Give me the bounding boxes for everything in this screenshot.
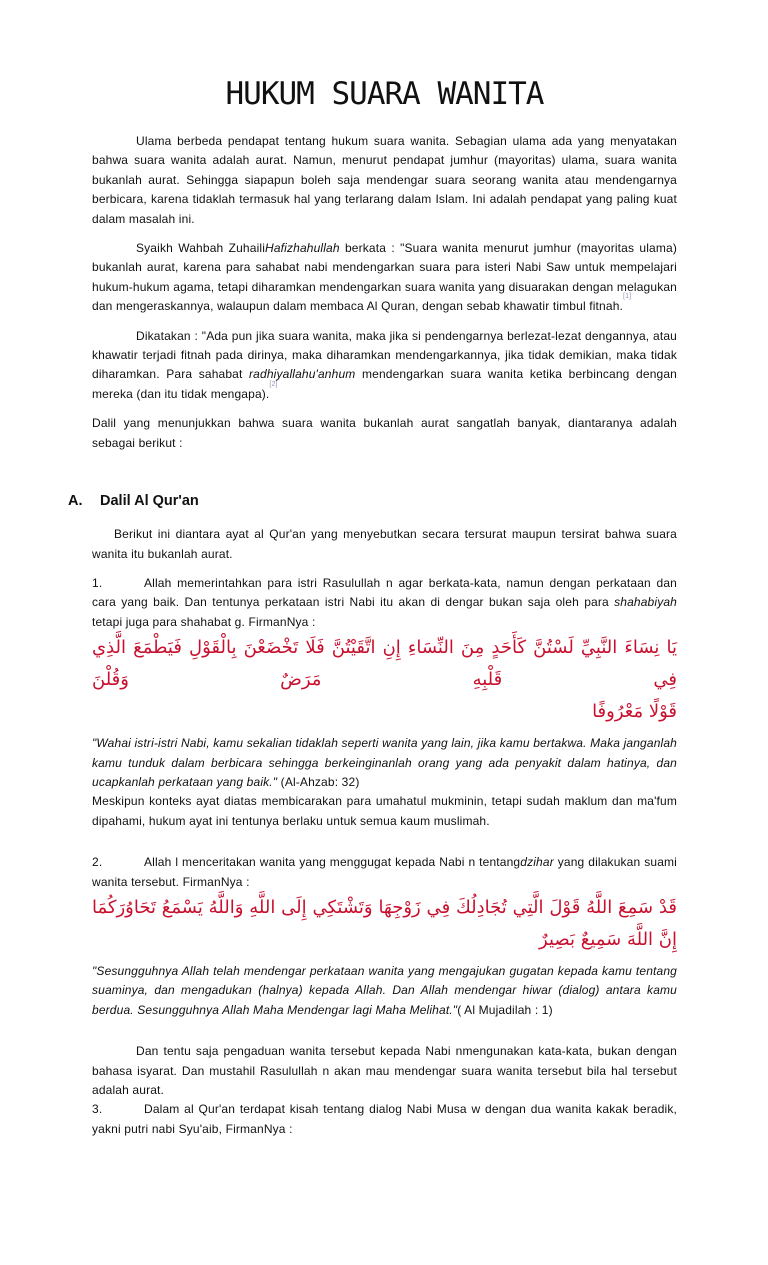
honorific: Hafizhahullah [265, 241, 340, 256]
text: yang dilakukan suami wanita tersebut. FirmanNya : [92, 855, 677, 889]
list-item-2 [92, 853, 677, 892]
text: Allah memerintahkan para istri Rasulullah n agar berkata-kata, namun dengan perkataan dan cara yang baik. Dan tentunya perkataan istri Nabi itu akan di dengar bukan saja oleh para [92, 575, 677, 610]
translation-text: "Sesungguhnya Allah telah mendengar perkataan wanita yang mengajukan gugatan kepada kamu tentang suaminya, dan mengadukan (halnya) kepada Allah. Dan Allah mendengar hiwar (dialog) antara kamu berdua. Sesungguhnya Allah Maha Mendengar lagi Maha Melihat." [92, 963, 677, 1017]
footnote-link-2[interactable]: [2] [269, 380, 278, 388]
section-heading [68, 491, 677, 511]
text: Dikatakan : "Ada pun jika suara wanita, maka jika si pendengarnya berlezat-lezat dengannya, atau khawatir terjadi fitnah pada dirinya, maka diharamkan mendengarkannya, jika tidak demikian, maka tidak diharamkan. Para sahabat [92, 328, 677, 382]
document-title: HUKUM SUARA WANITA [225, 76, 544, 112]
paragraph-dikatakan [92, 327, 677, 405]
paragraph-intro: Ulama berbeda pendapat tentang hukum suara wanita. Sebagian ulama ada yang menyatakan bahwa suara wanita adalah aurat. Namun, menurut pendapat jumhur (mayoritas) ulama, suara wanita bukanlah aurat. Sehingga siapapun boleh saja mendengar suara seorang wanita atau mendengarnya berbicara, karena tidaklah termasuk hal yang terlarang dalam Islam. Ini adalah pendapat yang paling kuat dalam masalah ini. [92, 134, 677, 226]
arabic-verse-ahzab-line2: قَوْلًا مَعْرُوفًا [592, 701, 677, 723]
text: tetapi juga para shahabat g. FirmanNya : [92, 614, 316, 629]
term: shahabiyah [614, 595, 677, 610]
translation-mujadilah [92, 962, 677, 1020]
arabic-verse-mujadilah: قَدْ سَمِعَ اللَّهُ قَوْلَ الَّتِي تُجَادِلُكَ فِي زَوْجِهَا وَتَشْتَكِي إِلَى اللَّهِ وَاللَّهُ يَسْمَعُ تَحَاوُرَكُمَا إِنَّ اللَّهَ سَمِيعٌ بَصِيرٌ [92, 896, 677, 950]
section-number: A. [68, 493, 83, 510]
honorific: radhiyallahu'anhum [249, 367, 356, 382]
item-number: 2. [92, 855, 103, 870]
paragraph-dalil: Dalil yang menunjukkan bahwa suara wanita bukanlah aurat sangatlah banyak, diantaranya adalah sebagai berikut : [92, 416, 677, 450]
text: mendengarkan suara wanita ketika berbincang dengan mereka (dan itu tidak mengapa). [92, 367, 677, 401]
item-number: 1. [92, 575, 103, 590]
section-intro: Berikut ini diantara ayat al Qur'an yang menyebutkan secara tersurat maupun tersirat bahwa suara wanita itu bukanlah aurat. [92, 527, 677, 561]
list-item-3 [92, 1100, 677, 1139]
text: berkata : "Suara wanita menurut jumhur (mayoritas ulama) bukanlah aurat, karena para sahabat nabi mendengarkan suara para isteri Nabi Saw untuk mempelajari hukum-hukum agama, tetapi diharamkan mendengarkan suara wanita yang disuarakan dengan melagukan dan mengeraskannya, walaupun dalam membaca Al Quran, dengan sebab khawatir timbul fitnah. [92, 241, 677, 314]
arabic-verse-ahzab-line1: يَا نِسَاءَ النَّبِيِّ لَسْتُنَّ كَأَحَدٍ مِنَ النِّسَاءِ إِنِ اتَّقَيْتُنَّ فَلَا تَخْضَعْنَ بِالْقَوْلِ فَيَطْمَعَ الَّذِي فِي قَلْبِهِ مَرَضٌ وَقُلْنَ [92, 637, 677, 691]
paragraph-wahbah-zuhaili [92, 239, 677, 317]
list-item-1 [92, 574, 677, 632]
verse-source: (Al-Ahzab: 32) [277, 774, 360, 789]
item-number: 3. [92, 1102, 103, 1117]
verse-source: ( Al Mujadilah : 1) [457, 1002, 553, 1017]
translation-text: "Wahai istri-istri Nabi, kamu sekalian tidaklah seperti wanita yang lain, jika kamu bertakwa. Maka janganlah kamu tunduk dalam berbicara sehingga berkeinginanlah orang yang ada penyakit dalam hatinya, dan ucapkanlah perkataan yang baik." [92, 736, 677, 789]
term: dzihar [520, 855, 554, 870]
footnote-link-1[interactable]: [1] [623, 293, 632, 301]
section-title: Dalil Al Qur'an [100, 493, 199, 510]
note-mujadilah: Dan tentu saja pengaduan wanita tersebut kepada Nabi nmengunakan kata-kata, bukan dengan bahasa isyarat. Dan mustahil Rasulullah n akan mau mendengar suara wanita tersebut bila hal tersebut adalah aurat. [92, 1044, 677, 1097]
text: Syaikh Wahbah Zuhaili [136, 241, 266, 256]
text: Allah l menceritakan wanita yang menggugat kepada Nabi n tentang [144, 855, 521, 870]
translation-ahzab [92, 734, 677, 831]
note: Meskipun konteks ayat diatas membicarakan para umahatul mukminin, tetapi sudah maklum dan ma'fum dipahami, hukum ayat ini tentunya berlaku untuk semua kaum muslimah. [92, 794, 677, 828]
text: Dalam al Qur'an terdapat kisah tentang dialog Nabi Musa w dengan dua wanita kakak beradik, yakni putri nabi Syu'aib, FirmanNya : [92, 1102, 677, 1136]
